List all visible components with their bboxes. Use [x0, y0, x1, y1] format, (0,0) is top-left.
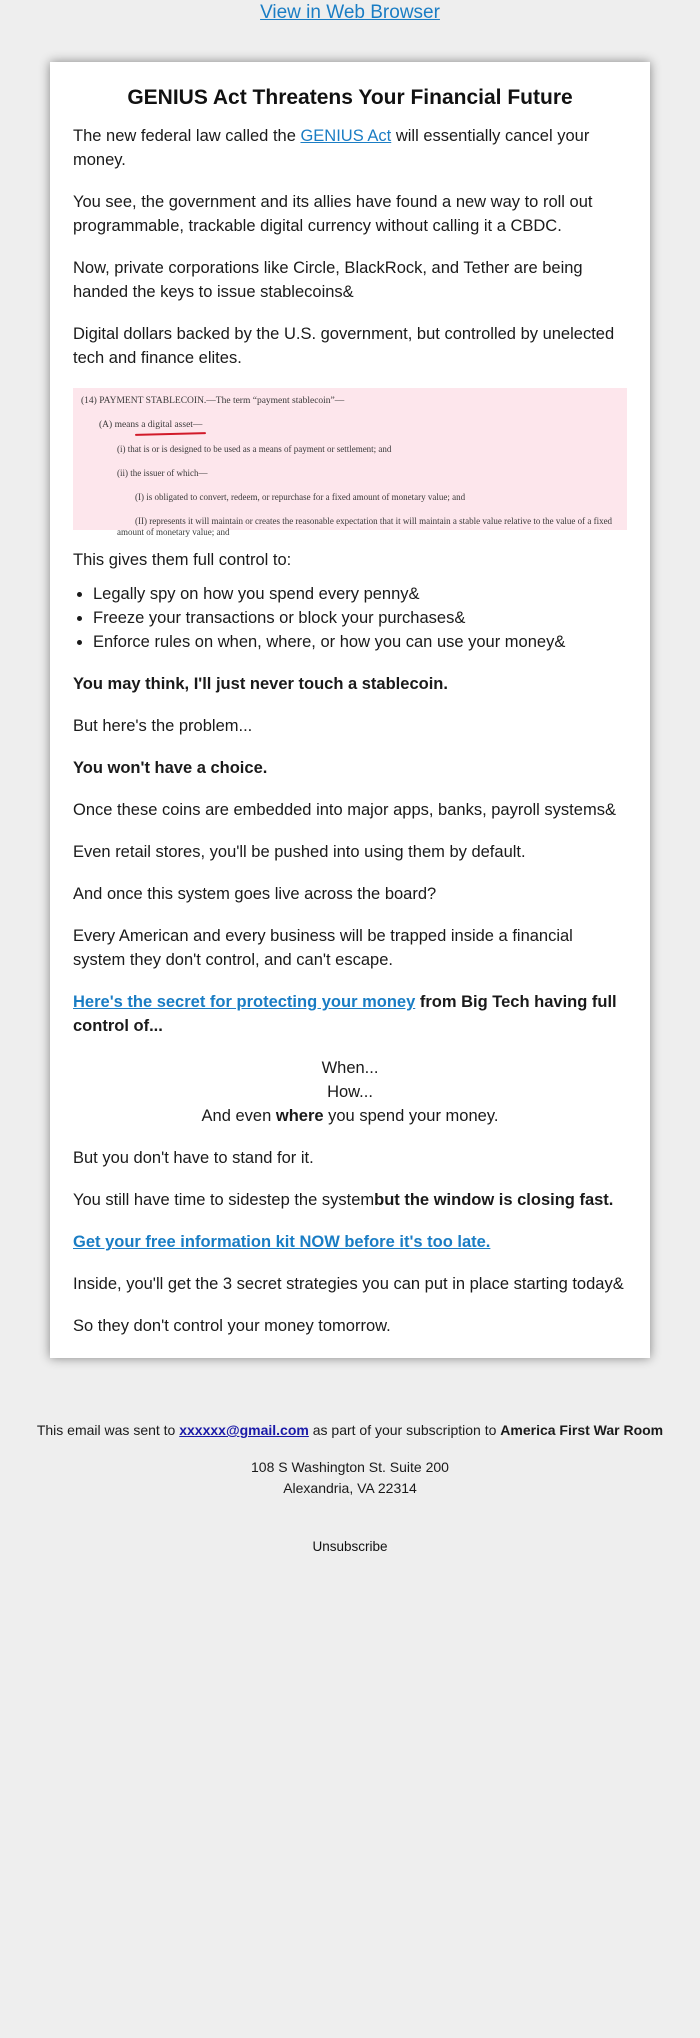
paragraph-5: This gives them full control to:: [73, 551, 292, 569]
paragraph-8: You won't have a choice.: [73, 759, 268, 777]
paragraph-2: You see, the government and its allies have found a new way to roll out programmable, trackable digital currency without calling it a CBDC.: [73, 193, 593, 235]
list-item: • Freeze your transactions or block your purchases&: [93, 606, 627, 630]
unsubscribe-link[interactable]: Unsubscribe: [312, 1539, 388, 1554]
statute-line-6: (II) represents it will maintain or creates the reasonable expectation that it will maintain a stable value relative to the value of a fixed amount of monetary value; and: [117, 516, 613, 537]
paragraph-7: But here's the problem...: [73, 717, 253, 735]
view-in-browser-link[interactable]: View in Web Browser: [260, 2, 440, 23]
email-title: GENIUS Act Threatens Your Financial Future: [127, 86, 573, 109]
protect-money-link[interactable]: Here's the secret for protecting your money: [73, 993, 416, 1011]
paragraph-18: So they don't control your money tomorrow.: [73, 1317, 391, 1335]
statute-line-2-prefix: (A) means: [99, 420, 142, 430]
paragraph-1: [73, 124, 627, 172]
center-line-3-bold: where: [275, 1107, 324, 1125]
genius-act-link[interactable]: GENIUS Act: [300, 127, 392, 145]
address-line-2: Alexandria, VA 22314: [283, 1480, 417, 1496]
control-list: [73, 582, 627, 654]
recipient-email-link[interactable]: xxxxxx@gmail.com: [179, 1422, 309, 1438]
paragraph-15-text: You still have time to sidestep the system: [73, 1191, 375, 1209]
org-name: America First War Room: [500, 1422, 664, 1438]
statute-underlined-text: a digital asset—: [141, 420, 203, 430]
paragraph-16: [73, 1230, 627, 1254]
paragraph-15-bold: but the window is closing fast.: [374, 1191, 614, 1209]
paragraph-15: [73, 1188, 627, 1212]
paragraph-17: Inside, you'll get the 3 secret strategies you can put in place starting today&: [73, 1275, 624, 1293]
notice-text-b: as part of your subscription to: [308, 1422, 501, 1438]
subscription-notice: [0, 1420, 700, 1441]
statute-line-2: [81, 420, 619, 431]
center-line-1: When...: [321, 1059, 379, 1077]
paragraph-1-text-b: will essentially cancel your money.: [73, 127, 590, 169]
paragraph-4: Digital dollars backed by the U.S. government, but controlled by unelected tech and finance elites.: [73, 325, 615, 367]
list-item: • Legally spy on how you spend every penny&: [93, 582, 627, 606]
paragraph-1-text-a: The new federal law called the: [73, 127, 301, 145]
statute-line-3: (i) that is or is designed to be used as a means of payment or settlement; and: [117, 444, 392, 454]
paragraph-11: And once this system goes live across the board?: [73, 885, 437, 903]
paragraph-14: But you don't have to stand for it.: [73, 1149, 314, 1167]
center-block: [73, 1056, 627, 1128]
center-line-2: How...: [327, 1083, 373, 1101]
statute-line-4: (ii) the issuer of which—: [117, 468, 208, 478]
paragraph-12: Every American and every business will be trapped inside a financial system they don't control, and can't escape.: [73, 927, 573, 969]
address-line-1: 108 S Washington St. Suite 200: [251, 1459, 449, 1475]
paragraph-10: Even retail stores, you'll be pushed into using them by default.: [73, 843, 526, 861]
free-info-kit-link[interactable]: Get your free information kit NOW before it's too late.: [73, 1233, 491, 1251]
center-line-3-b: you spend your money.: [323, 1107, 499, 1125]
statute-line-5: (I) is obligated to convert, redeem, or repurchase for a fixed amount of monetary value; and: [135, 492, 466, 502]
paragraph-13: [73, 990, 627, 1038]
paragraph-9: Once these coins are embedded into major apps, banks, payroll systems&: [73, 801, 616, 819]
center-line-3-a: And even: [201, 1107, 276, 1125]
paragraph-13-text: from Big Tech having full control of...: [73, 993, 617, 1035]
list-item: • Enforce rules on when, where, or how you can use your money&: [93, 630, 627, 654]
paragraph-6: You may think, I'll just never touch a stablecoin.: [73, 675, 448, 693]
paragraph-3: Now, private corporations like Circle, BlackRock, and Tether are being handed the keys to issue stablecoins&: [73, 259, 583, 301]
statute-excerpt-image: [73, 388, 627, 537]
email-card: [50, 62, 650, 1358]
statute-line-1: (14) PAYMENT STABLECOIN.—The term “payment stablecoin”—: [81, 396, 345, 406]
mailing-address: [0, 1457, 700, 1499]
notice-text-a: This email was sent to: [36, 1422, 180, 1438]
top-bar: [0, 0, 700, 62]
email-footer: [0, 1420, 700, 1554]
